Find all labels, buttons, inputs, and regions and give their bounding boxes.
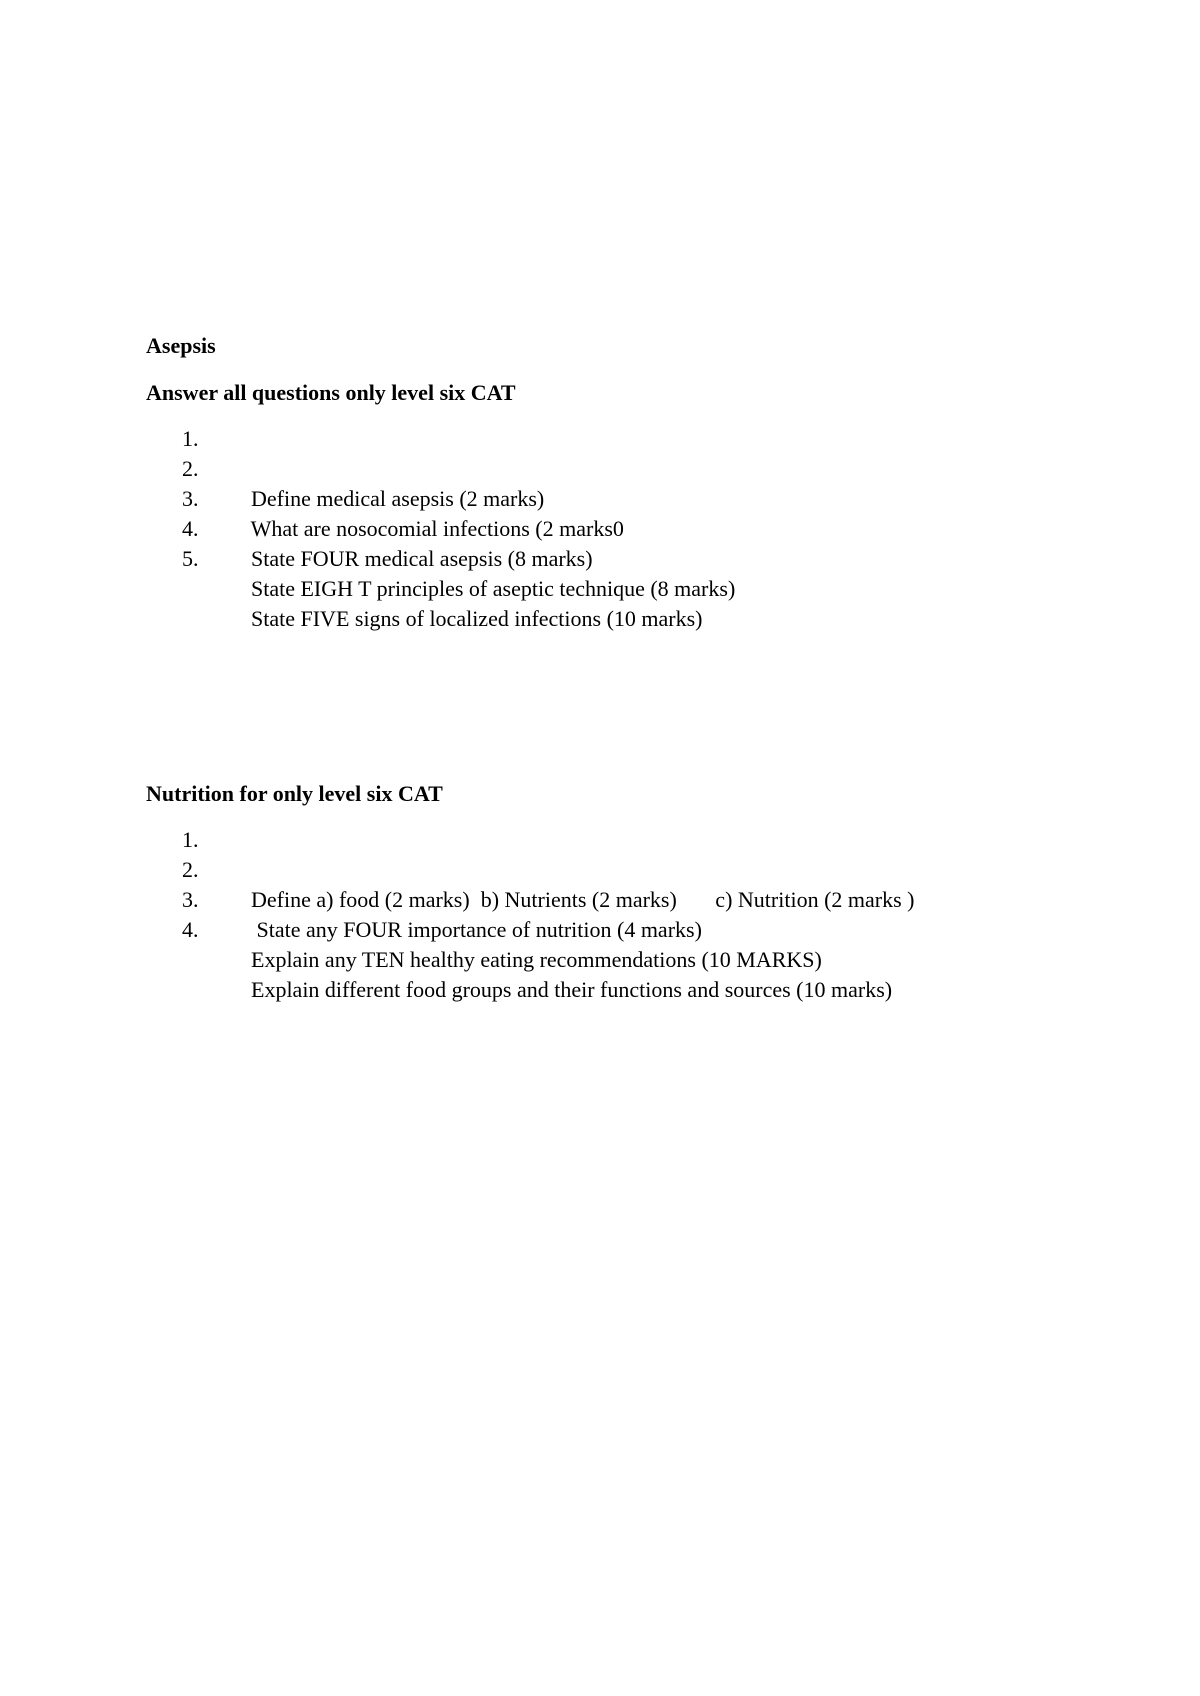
- question-number: 3.: [182, 887, 199, 912]
- question-number: 1.: [182, 827, 199, 852]
- question-number: 2.: [182, 456, 199, 481]
- question-number: 3.: [182, 486, 199, 511]
- question-text: Define medical asepsis (2 marks): [251, 486, 545, 511]
- question-text: State EIGH T principles of aseptic technique (8 marks): [251, 576, 736, 601]
- question-text: Explain different food groups and their functions and sources (10 marks): [251, 977, 893, 1002]
- asepsis-question-list: [146, 424, 736, 631]
- list-item: [146, 825, 915, 912]
- asepsis-instruction: Answer all questions only level six CAT: [146, 380, 516, 405]
- question-number: 4.: [182, 516, 199, 541]
- nutrition-title: Nutrition for only level six CAT: [146, 781, 443, 806]
- question-number: 1.: [182, 426, 199, 451]
- question-number: 2.: [182, 857, 199, 882]
- question-text: State any FOUR importance of nutrition (4 marks): [251, 917, 702, 942]
- question-text: What are nosocomial infections (2 marks0: [250, 516, 624, 541]
- question-text: State FOUR medical asepsis (8 marks): [251, 546, 593, 571]
- question-text: Explain any TEN healthy eating recommendations (10 MARKS): [251, 947, 822, 972]
- question-number: 4.: [182, 917, 199, 942]
- asepsis-title: Asepsis: [146, 333, 216, 358]
- question-text: State FIVE signs of localized infections (10 marks): [251, 606, 703, 631]
- nutrition-question-list: [146, 825, 915, 1002]
- question-text: Define a) food (2 marks) b) Nutrients (2 marks) c) Nutrition (2 marks ): [251, 887, 915, 912]
- question-number: 5.: [182, 546, 199, 571]
- list-item: [146, 424, 735, 511]
